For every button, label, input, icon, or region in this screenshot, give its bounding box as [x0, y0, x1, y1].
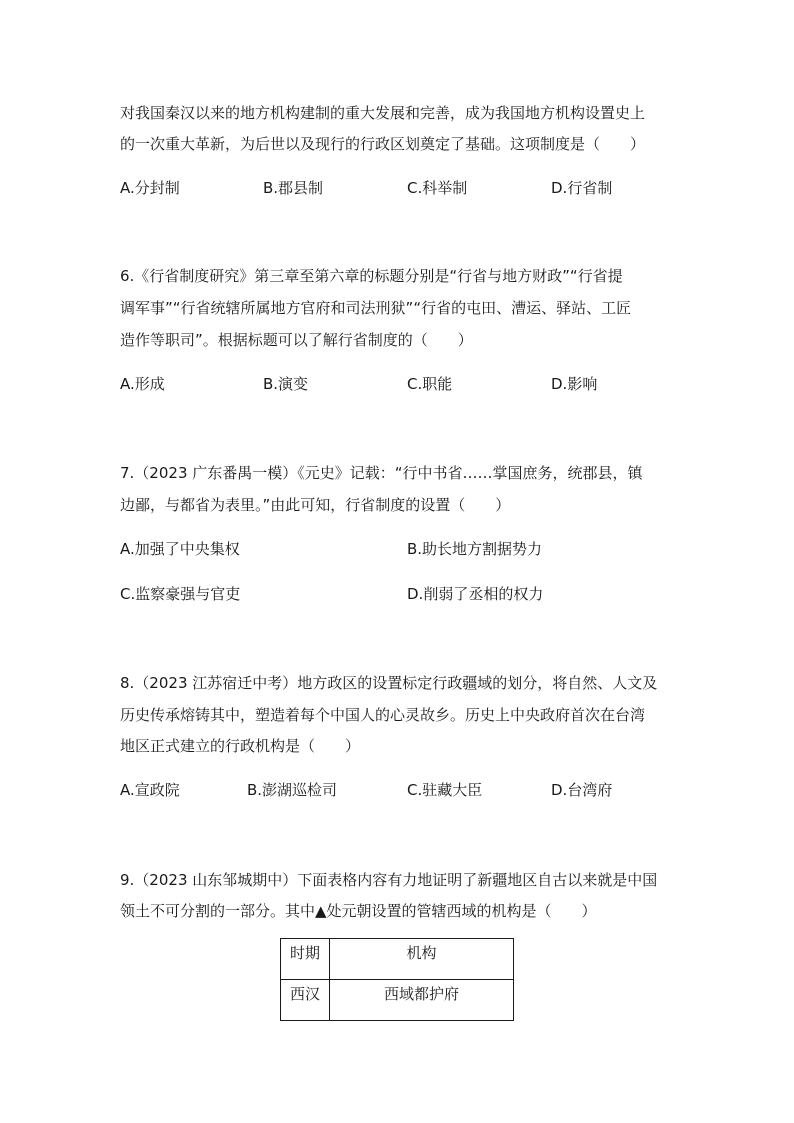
- table-header-row: [281, 939, 514, 980]
- q8-stem-line-1: 8.（2023 江苏宿迁中考）地方政区的设置标定行政疆域的划分，将自然、人文及: [120, 674, 658, 692]
- q6-stem-line-2: 调军事”“行省统辖所属地方官府和司法刑狱”“行省的屯田、漕运、驿站、工匠: [120, 299, 632, 317]
- q6-option-d: D.影响: [551, 375, 598, 393]
- q7-stem-line-2: 边鄙，与都省为表里。”由此可知，行省制度的设置（ ）: [120, 496, 511, 514]
- q7-option-a: A.加强了中央集权: [120, 540, 240, 558]
- q5-option-c: C.科举制: [407, 179, 468, 197]
- q5-option-d: D.行省制: [551, 179, 613, 197]
- q5-stem-line-2: 的一次重大革新，为后世以及现行的行政区划奠定了基础。这项制度是（ ）: [120, 135, 646, 153]
- table-row: [281, 980, 514, 1021]
- q5-option-b: B.郡县制: [263, 179, 324, 197]
- q9-stem-line-2: 领土不可分割的一部分。其中▲处元朝设置的管辖西域的机构是（ ）: [120, 902, 597, 920]
- q7-stem-line-1: 7.（2023 广东番禺一模）《元史》记载：“行中书省……掌国庶务，统郡县，镇: [120, 464, 643, 482]
- q7-option-c: C.监察豪强与官吏: [120, 585, 241, 603]
- q6-option-b: B.演变: [263, 375, 309, 393]
- q8-stem-line-2: 历史传承熔铸其中，塑造着每个中国人的心灵故乡。历史上中央政府首次在台湾: [120, 706, 646, 724]
- table-header-period: 时期: [281, 939, 330, 980]
- q5-option-a: A.分封制: [120, 179, 180, 197]
- q8-option-b: B.澎湖巡检司: [247, 781, 338, 799]
- q6-stem-line-3: 造作等职司”。根据标题可以了解行省制度的（ ）: [120, 331, 473, 349]
- table-header-institution: 机构: [330, 939, 514, 980]
- q9-stem-line-1: 9.（2023 山东邹城期中）下面表格内容有力地证明了新疆地区自古以来就是中国: [120, 871, 658, 889]
- table-cell-period: 西汉: [281, 980, 330, 1021]
- q6-stem-line-1: 6.《行省制度研究》第三章至第六章的标题分别是“行省与地方财政”“行省提: [120, 267, 623, 285]
- table-cell-institution: 西域都护府: [330, 980, 514, 1021]
- q6-option-a: A.形成: [120, 375, 165, 393]
- q8-stem-line-3: 地区正式建立的行政机构是（ ）: [120, 737, 361, 755]
- q6-option-c: C.职能: [407, 375, 453, 393]
- q8-option-d: D.台湾府: [551, 781, 613, 799]
- q7-option-b: B.助长地方割据势力: [407, 540, 543, 558]
- q9-table: [280, 938, 514, 1021]
- q7-option-d: D.削弱了丞相的权力: [407, 585, 544, 603]
- q5-stem-line-1: 对我国秦汉以来的地方机构建制的重大发展和完善，成为我国地方机构设置史上: [120, 104, 646, 122]
- q8-option-a: A.宣政院: [120, 781, 180, 799]
- q8-option-c: C.驻藏大臣: [407, 781, 483, 799]
